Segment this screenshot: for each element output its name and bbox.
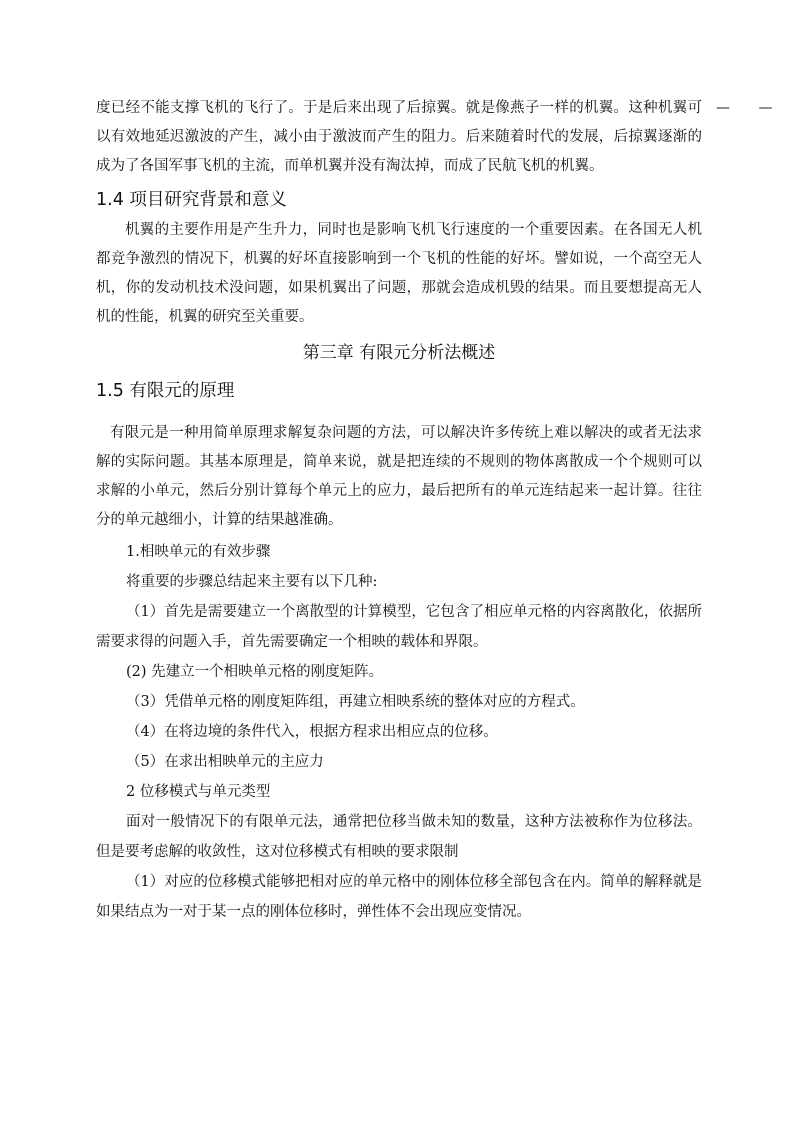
step-1: （1）首先是需要建立一个离散型的计算模型，它包含了相应单元格的内容离散化，依据所需要求得的问题入手，首先需要确定一个相映的载体和界限。 [96, 604, 702, 650]
section-heading-1-5: 1.5 有限元的原理 [96, 381, 235, 401]
section-1-5-paragraph: 有限元是一种用简单原理求解复杂问题的方法，可以解决许多传统上难以解决的或者无法求解的实际问题。其基本原理是，简单来说，就是把连续的不规则的物体离散成一个个规则可以求解的小单元，然后分别计算每个单元上的应力，最后把所有的单元连结起来一起计算。往往分的单元越细小，计算的结果越准确。 [96, 425, 702, 528]
margin-mark: — — [716, 100, 785, 116]
requirement-1: （1）对应的位移模式能够把相对应的单元格中的刚体位移全部包含在内。简单的解释就是如果结点为一对于某一点的刚体位移时，弹性体不会出现应变情况。 [96, 874, 702, 920]
step-3: （3）凭借单元格的刚度矩阵组，再建立相映系统的整体对应的方程式。 [126, 694, 585, 710]
intro-paragraph: 度已经不能支撑飞机的飞行了。于是后来出现了后掠翼。就是像燕子一样的机翼。这种机翼可以有效地延迟激波的产生，减小由于激波而产生的阻力。后来随着时代的发展，后掠翼逐渐的成为了各国军事飞机的主流，而单机翼并没有淘汰掉，而成了民航飞机的机翼。 [96, 100, 702, 174]
steps-intro: 将重要的步骤总结起来主要有以下几种: [126, 574, 378, 590]
chapter-title: 第三章 有限元分析法概述 [302, 343, 496, 363]
step-5: （5）在求出相映单元的主应力 [126, 754, 324, 770]
step-2: (2) 先建立一个相映单元格的刚度矩阵。 [126, 664, 384, 680]
section-heading-1-4: 1.4 项目研究背景和意义 [96, 190, 287, 210]
section-1-4-paragraph: 机翼的主要作用是产生升力，同时也是影响飞机飞行速度的一个重要因素。在各国无人机都竞争激烈的情况下，机翼的好坏直接影响到一个飞机的性能的好坏。譬如说，一个高空无人机，你的发动机技术没问题，如果机翼出了问题，那就会造成机毁的结果。而且要想提高无人机的性能，机翼的研究至关重要。 [96, 222, 702, 325]
subheading-displacement: 2 位移模式与单元类型 [126, 784, 271, 800]
subheading-steps: 1.相映单元的有效步骤 [126, 544, 271, 560]
page-content [96, 94, 702, 927]
step-4: （4）在将边境的条件代入，根据方程求出相应点的位移。 [126, 724, 498, 740]
displacement-paragraph: 面对一般情况下的有限单元法，通常把位移当做未知的数量，这种方法被称作为位移法。但是要考虑解的收敛性，这对位移模式有相映的要求限制 [96, 814, 702, 860]
